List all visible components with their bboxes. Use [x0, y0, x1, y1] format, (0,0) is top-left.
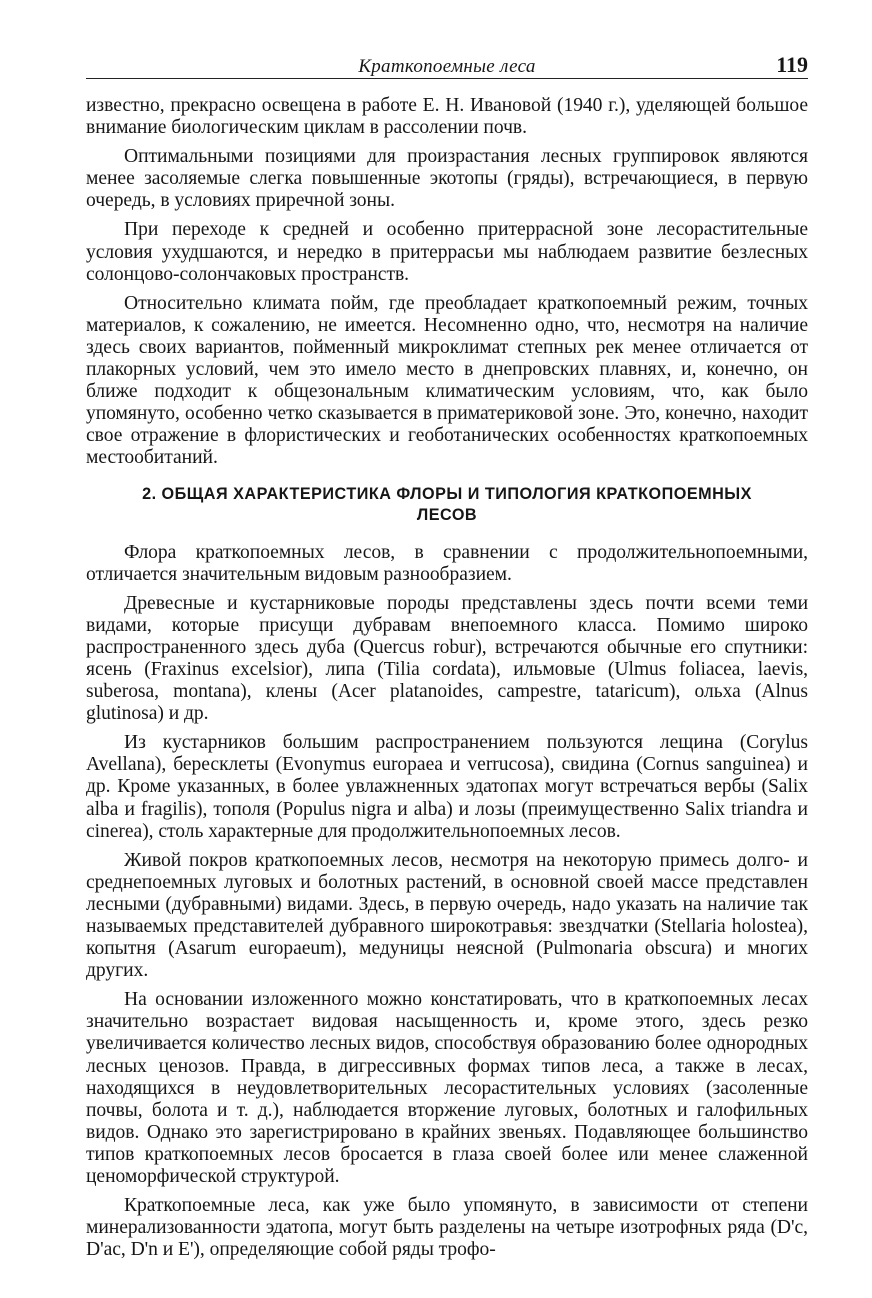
book-page: [86, 50, 808, 1268]
section-heading: [86, 484, 808, 526]
paragraph: Оптимальными позициями для произрастания лесных группировок являются менее засоляемые слегка повышенные экотопы (гряды), встречающиеся, в первую очередь, в условиях приречной зоны.: [86, 146, 808, 212]
running-head: [86, 50, 808, 79]
paragraph: Живой покров краткопоемных лесов, несмотря на некоторую примесь долго- и среднепоемных луговых и болотных растений, в основной своей массе представлен лесными (дубравными) видами. Здесь, в первую очередь, надо указать на наличие так называемых представителей дубравного широкотравья: звездчатки (Stellaria holostea), копытня (Asarum europaeum), медуницы неясной (Pulmonaria obscura) и многих других.: [86, 849, 808, 982]
paragraph: Древесные и кустарниковые породы представлены здесь почти всеми теми видами, которые присущи дубравам внепоемного класса. Помимо широко распространенного здесь дуба (Quercus robur), встречаются обычные его спутники: ясень (Fraxinus excelsior), липа (Tilia cordata), ильмовые (Ulmus foliacea, laevis, suberosa, montana), клены (Acer platanoides, campestre, tataricum), ольха (Alnus glutinosa) и др.: [86, 592, 808, 725]
page-body: [86, 95, 808, 1261]
paragraph: При переходе к средней и особенно притеррасной зоне лесорастительные условия ухудшаются, и нередко в притеррасьи мы наблюдаем развитие безлесных солонцово-солончаковых пространств.: [86, 219, 808, 285]
paragraph: известно, прекрасно освещена в работе Е. Н. Ивановой (1940 г.), уделяющей большое внимание биологическим циклам в рассолении почв.: [86, 95, 808, 139]
section-heading-line: 2. ОБЩАЯ ХАРАКТЕРИСТИКА ФЛОРЫ И ТИПОЛОГИЯ КРАТКОПОЕМНЫХ: [142, 484, 752, 503]
page-number: 119: [776, 52, 808, 77]
paragraph: Флора краткопоемных лесов, в сравнении с продолжительнопоемными, отличается значительным видовым разнообразием.: [86, 541, 808, 585]
paragraph: Из кустарников большим распространением пользуются лещина (Corylus Avellana), бересклеты (Evonymus europaea и verrucosa), свидина (Cornus sanguinea) и др. Кроме указанных, в более увлажненных эдатопах могут встречаться вербы (Salix alba и fragilis), тополя (Populus nigra и alba) и лозы (преимущественно Salix triandra и cinerea), столь характерные для продолжительнопоемных лесов.: [86, 732, 808, 842]
paragraph: На основании изложенного можно констатировать, что в краткопоемных лесах значительно возрастает видовая насыщенность и, кроме этого, здесь резко увеличивается количество лесных видов, способствуя образованию более однородных лесных ценозов. Правда, в дигрессивных формах типов леса, а также в лесах, находящихся в неудовлетворительных лесорастительных условиях (засоленные почвы, болота и т. д.), наблюдается вторжение луговых, болотных и галофильных видов. Однако это зарегистрировано в крайних звеньях. Подавляющее большинство типов краткопоемных лесов бросается в глаза своей более или менее слаженной ценоморфической структурой.: [86, 989, 808, 1188]
paragraph: Относительно климата пойм, где преобладает краткопоемный режим, точных материалов, к сожалению, не имеется. Несомненно одно, что, несмотря на наличие здесь своих вариантов, пойменный микроклимат степных рек менее отличается от плакорных условий, чем это имело место в днепровских плавнях, и, конечно, он ближе подходит к общезональным климатическим условиям, что, как было упомянуто, особенно четко сказывается в приматериковой зоне. Это, конечно, находит свое отражение в флористических и геоботанических особенностях краткопоемных местообитаний.: [86, 292, 808, 469]
paragraph: Краткопоемные леса, как уже было упомянуто, в зависимости от степени минерализованности эдатопа, могут быть разделены на четыре изотрофных ряда (D'c, D'ac, D'n и E'), определяющие собой ряды трофо-: [86, 1195, 808, 1261]
running-title: Краткопоемные леса: [358, 56, 536, 77]
section-heading-line: ЛЕСОВ: [416, 505, 478, 524]
